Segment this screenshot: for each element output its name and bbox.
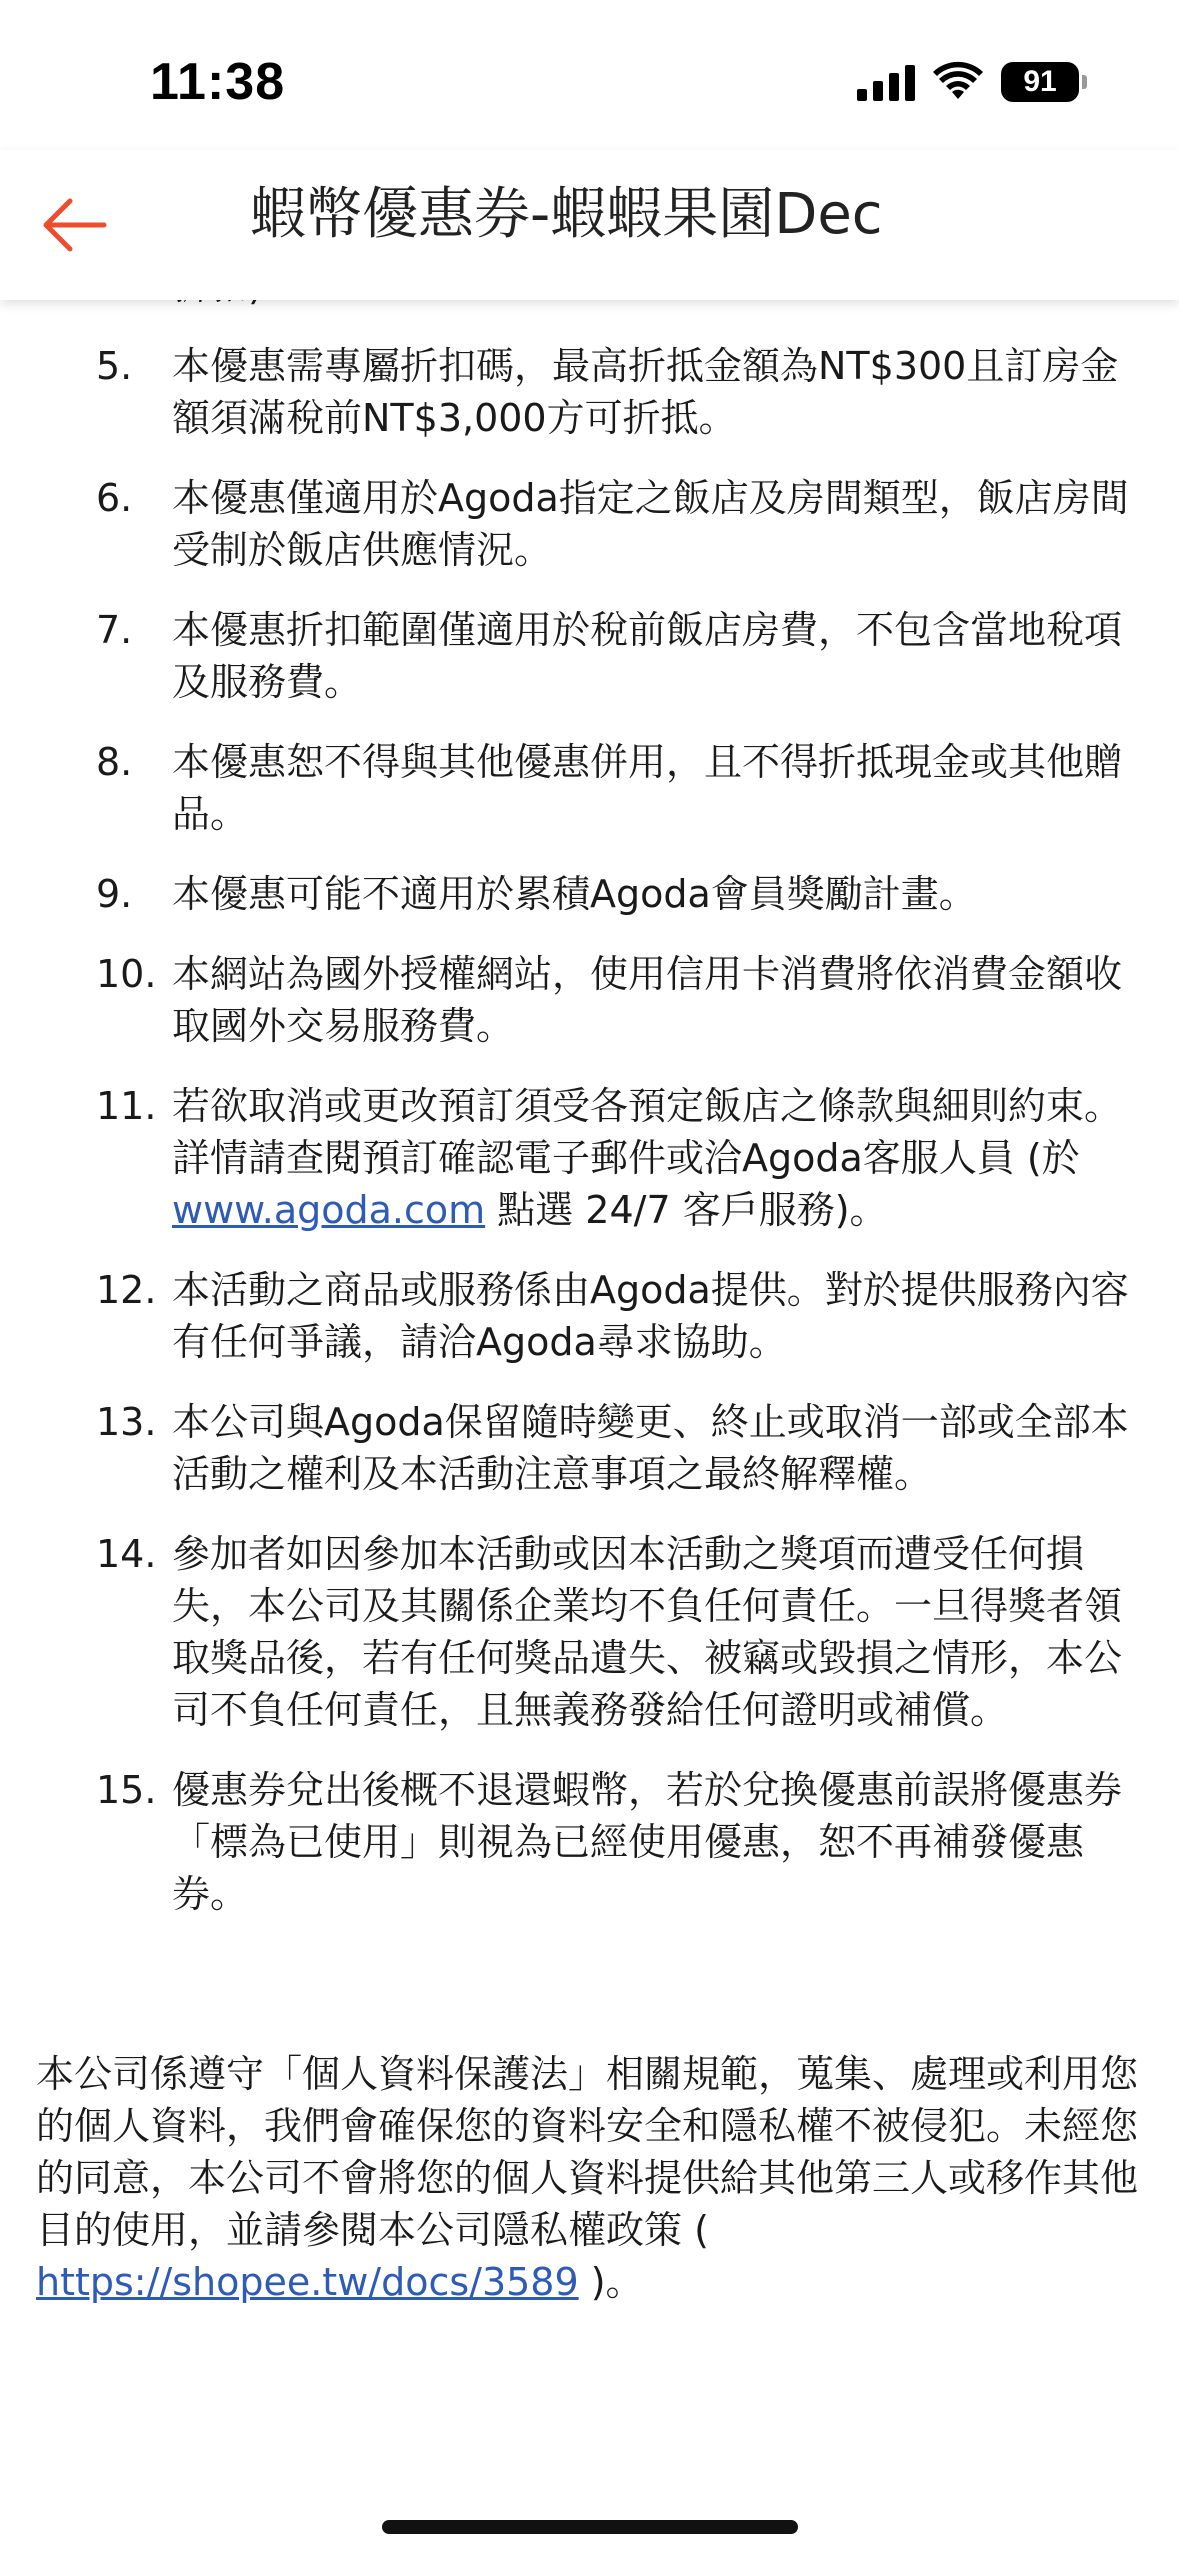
term-item [0, 340, 1179, 444]
privacy-policy-link[interactable]: https://shopee.tw/docs/3589 [36, 2260, 579, 2304]
term-item [0, 948, 1179, 1052]
wifi-icon [933, 63, 983, 101]
term-number: 5. [96, 344, 133, 388]
privacy-text: )。 [578, 2260, 644, 2304]
term-number: 11. [96, 1084, 157, 1128]
page-title: 蝦幣優惠券-蝦蝦果園Dec [250, 182, 883, 247]
back-button[interactable] [30, 180, 120, 270]
term-number: 7. [96, 608, 133, 652]
term-number: 10. [96, 952, 157, 996]
nav-header [0, 150, 1179, 300]
term-item [0, 1264, 1179, 1368]
term-item [0, 1528, 1179, 1736]
status-time: 11:38 [150, 53, 286, 111]
term-item [0, 1396, 1179, 1500]
terms-list [0, 260, 1179, 1948]
home-indicator[interactable] [382, 2520, 798, 2534]
term-text: 本優惠恕不得與其他優惠併用，且不得折抵現金或其他贈品。 [172, 740, 1123, 836]
term-text-part: 若欲取消或更改預訂須受各預定飯店之條款與細則約束。詳情請查閱預訂確認電子郵件或洽Agoda客服人員 (於 [172, 1084, 1123, 1180]
term-number: 13. [96, 1400, 157, 1444]
status-icons [857, 62, 1079, 102]
term-text: 參加者如因參加本活動或因本活動之獎項而遭受任何損失，本公司及其關係企業均不負任何責任。一旦得獎者領取獎品後，若有任何獎品遺失、被竊或毀損之情形，本公司不負任何責任，且無義務發給任何證明或補償。 [172, 1532, 1123, 1732]
agoda-link[interactable]: www.agoda.com [172, 1188, 486, 1232]
battery-level: 91 [1023, 65, 1057, 98]
battery-icon [1001, 62, 1079, 102]
term-number: 8. [96, 740, 133, 784]
term-number: 14. [96, 1532, 157, 1576]
arrow-left-icon [40, 195, 110, 255]
term-text: 本優惠可能不適用於累積Agoda會員獎勵計畫。 [172, 872, 977, 916]
signal-icon [857, 63, 915, 101]
term-text: 本優惠折扣範圍僅適用於稅前飯店房費，不包含當地稅項及服務費。 [172, 608, 1123, 704]
term-text-part: 點選 24/7 客戶服務)。 [485, 1188, 888, 1232]
term-text: 優惠券兌出後概不退還蝦幣，若於兌換優惠前誤將優惠券「標為已使用」則視為已經使用優惠，恕不再補發優惠券。 [172, 1768, 1123, 1916]
term-number: 9. [96, 872, 133, 916]
term-item [0, 868, 1179, 920]
term-text [172, 1084, 1122, 1232]
term-text: 本優惠需專屬折扣碼，最高折抵金額為NT$300且訂房金額須滿稅前NT$3,000方可折抵。 [172, 344, 1119, 440]
term-item [0, 604, 1179, 708]
term-number: 6. [96, 476, 133, 520]
privacy-notice [36, 2048, 1146, 2308]
term-text: 本公司與Agoda保留隨時變更、終止或取消一部或全部本活動之權利及本活動注意事項之最終解釋權。 [172, 1400, 1129, 1496]
term-item [0, 1080, 1179, 1236]
term-item [0, 736, 1179, 840]
privacy-text: 本公司係遵守「個人資料保護法」相關規範，蒐集、處理或利用您的個人資料，我們會確保您的資料安全和隱私權不被侵犯。未經您的同意，本公司不會將您的個人資料提供給其他第三人或移作其他目的使用，並請參閱本公司隱私權政策 ( [36, 2052, 1139, 2252]
terms-content[interactable] [0, 300, 1179, 2500]
term-text: 本網站為國外授權網站，使用信用卡消費將依消費金額收取國外交易服務費。 [172, 952, 1123, 1048]
term-item [0, 1764, 1179, 1920]
term-number: 15. [96, 1768, 157, 1812]
term-item [0, 472, 1179, 576]
term-text: 本活動之商品或服務係由Agoda提供。對於提供服務內容有任何爭議，請洽Agoda尋求協助。 [172, 1268, 1129, 1364]
term-text: 本優惠僅適用於Agoda指定之飯店及房間類型，飯店房間受制於飯店供應情況。 [172, 476, 1129, 572]
status-bar [0, 0, 1179, 150]
term-number: 12. [96, 1268, 157, 1312]
